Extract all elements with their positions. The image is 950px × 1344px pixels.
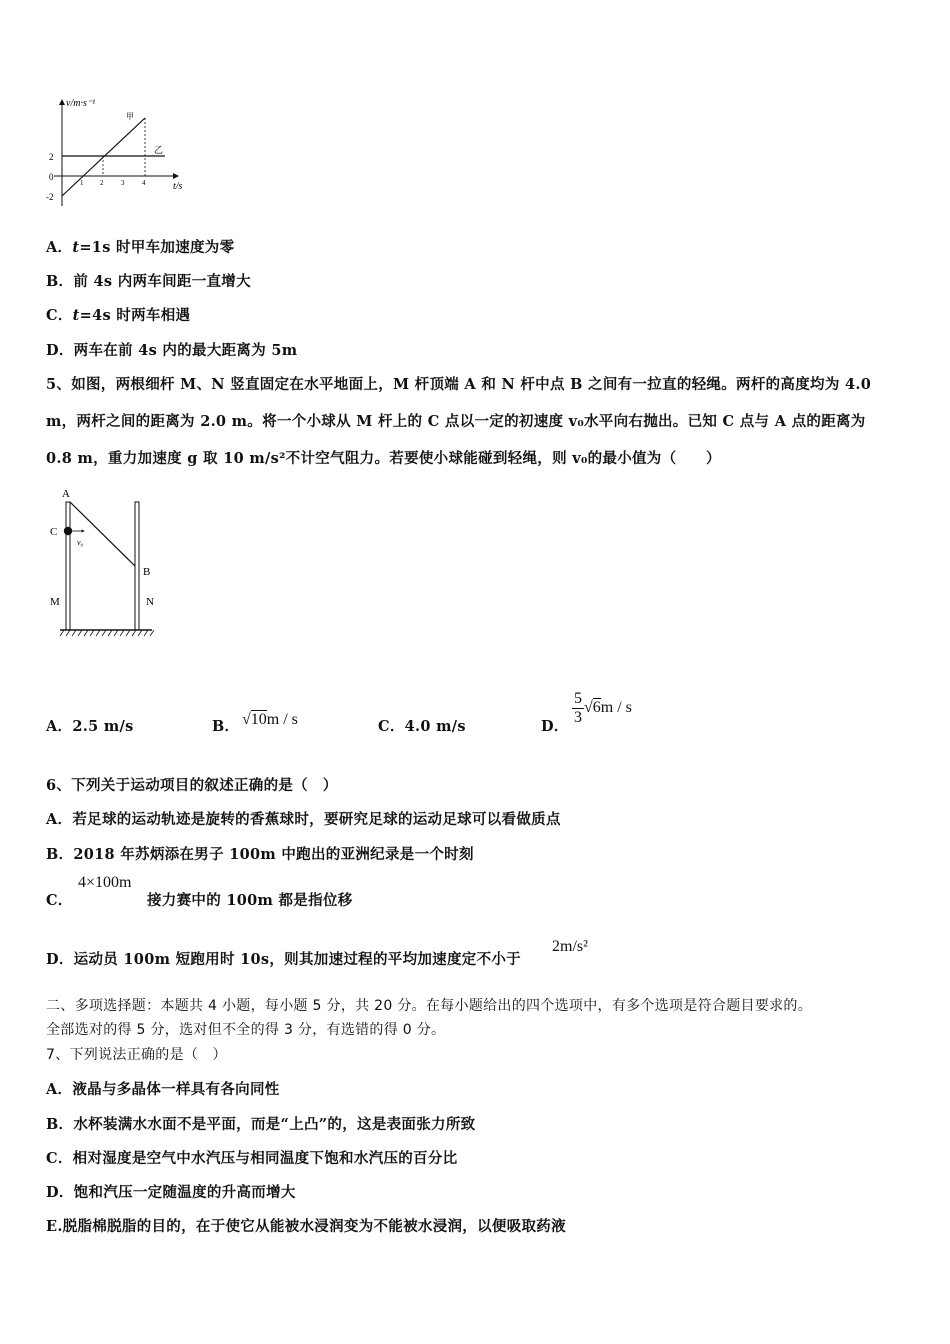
q5-stem-line3: 0.8 m，重力加速度 g 取 10 m/s²不计空气阻力。若要使小球能碰到轻绳，则 v₀的最小值为（ ） — [46, 450, 721, 467]
q5-option-c: C．4.0 m/s — [378, 718, 466, 735]
q4-option-a-var: t — [72, 239, 80, 256]
fraction — [572, 690, 584, 727]
q4-option-d: D．两车在前 4s 内的最大距离为 5m — [46, 342, 298, 359]
q6-option-d-math: 2m/s² — [552, 938, 588, 955]
q5-figure — [46, 484, 166, 644]
fig-label-n: N — [146, 596, 154, 608]
q5-option-a: A．2.5 m/s — [46, 718, 134, 735]
section2-line2: 全部选对的得 5 分，选对但不全的得 3 分，有选错的得 0 分。 — [46, 1022, 446, 1038]
q5-option-d-radicand: 6 — [592, 699, 601, 717]
y-tick-0: 0 — [49, 172, 54, 182]
rope — [70, 502, 135, 566]
q5-option-b-label: B． — [212, 718, 240, 735]
fig-label-v0: v₀ — [77, 538, 84, 547]
y-tick-2: 2 — [49, 152, 54, 162]
q7-option-c: C．相对湿度是空气中水汽压与相同温度下饱和水汽压的百分比 — [46, 1150, 458, 1167]
q4-option-c-text: =4s 时两车相遇 — [79, 307, 191, 324]
x-tick-1: 1 — [80, 179, 84, 187]
x-tick-3: 3 — [121, 179, 125, 187]
q5-option-b-unit: m / s — [266, 711, 298, 728]
q6-option-a: A．若足球的运动轨迹是旋转的香蕉球时，要研究足球的运动足球可以看做质点 — [46, 811, 561, 828]
label-jia: 甲 — [126, 112, 134, 121]
fig-label-a: A — [62, 488, 70, 500]
section2-line1: 二、多项选择题：本题共 4 小题，每小题 5 分，共 20 分。在每小题给出的四个选项中，有多个选项是符合题目要求的。 — [46, 998, 813, 1014]
y-axis-label: v/m·s⁻¹ — [66, 98, 96, 109]
q4-option-a-text: =1s 时甲车加速度为零 — [79, 239, 235, 256]
q4-option-c-var: t — [72, 307, 80, 324]
q5-stem-line1: 5、如图，两根细杆 M、N 竖直固定在水平地面上，M 杆顶端 A 和 N 杆中点 B 之间有一拉直的轻绳。两杆的高度均为 4.0 — [46, 376, 872, 393]
sqrt-sign-icon: √ — [584, 699, 593, 717]
q6-stem: 6、下列关于运动项目的叙述正确的是（ ） — [46, 777, 338, 794]
q5-option-b-radicand: 10 — [250, 711, 267, 728]
q5-stem-line2: m，两杆之间的距离为 2.0 m。将一个小球从 M 杆上的 C 点以一定的初速度 v₀水平向右抛出。已知 C 点与 A 点的距离为 — [46, 413, 866, 430]
q6-option-b: B．2018 年苏炳添在男子 100m 中跑出的亚洲纪录是一个时刻 — [46, 846, 474, 863]
label-yi: 乙 — [154, 145, 164, 155]
y-tick-neg2: -2 — [46, 192, 54, 202]
q6-option-c-math: 4×100m — [78, 874, 132, 891]
fig-label-m: M — [50, 596, 60, 608]
q6-option-c-text: 接力赛中的 100m 都是指位移 — [147, 892, 353, 909]
x-axis-label: t/s — [173, 181, 183, 192]
vt-graph — [40, 92, 200, 210]
q5-option-d-label: D． — [541, 718, 569, 735]
fig-label-b: B — [143, 566, 151, 578]
fraction-numerator: 5 — [574, 690, 582, 707]
x-tick-2: 2 — [100, 179, 104, 187]
line-jia — [62, 118, 145, 196]
rod-n — [135, 502, 139, 630]
q7-stem: 7、下列说法正确的是（ ） — [46, 1047, 227, 1063]
ball — [64, 527, 72, 535]
q6-option-d-text: D．运动员 100m 短跑用时 10s，则其加速过程的平均加速度定不小于 — [46, 951, 521, 968]
q7-option-b: B．水杯装满水水面不是平面，而是“上凸”的，这是表面张力所致 — [46, 1116, 476, 1133]
q6-option-c-label: C． — [46, 892, 73, 909]
fig-label-c: C — [50, 526, 58, 538]
q5-option-d-value — [572, 690, 632, 727]
sqrt-sign-icon: √ — [242, 711, 251, 728]
q7-option-d: D．饱和汽压一定随温度的升高而增大 — [46, 1184, 296, 1201]
q7-option-a: A．液晶与多晶体一样具有各向同性 — [46, 1081, 280, 1098]
q4-option-a-label: A． — [46, 239, 73, 256]
q5-option-b-value — [242, 711, 298, 729]
q4-option-a — [46, 236, 234, 257]
q4-option-c-label: C． — [46, 307, 73, 324]
q4-option-b: B．前 4s 内两车间距一直增大 — [46, 273, 251, 290]
rod-m — [66, 502, 70, 630]
q5-option-d-unit: m / s — [600, 699, 632, 717]
x-tick-4: 4 — [142, 179, 146, 187]
q7-option-e: E.脱脂棉脱脂的目的，在于使它从能被水浸润变为不能被水浸润，以便吸取药液 — [46, 1218, 566, 1235]
fraction-denominator: 3 — [574, 709, 582, 726]
ground-hatching — [60, 630, 154, 636]
q4-option-c — [46, 304, 190, 325]
